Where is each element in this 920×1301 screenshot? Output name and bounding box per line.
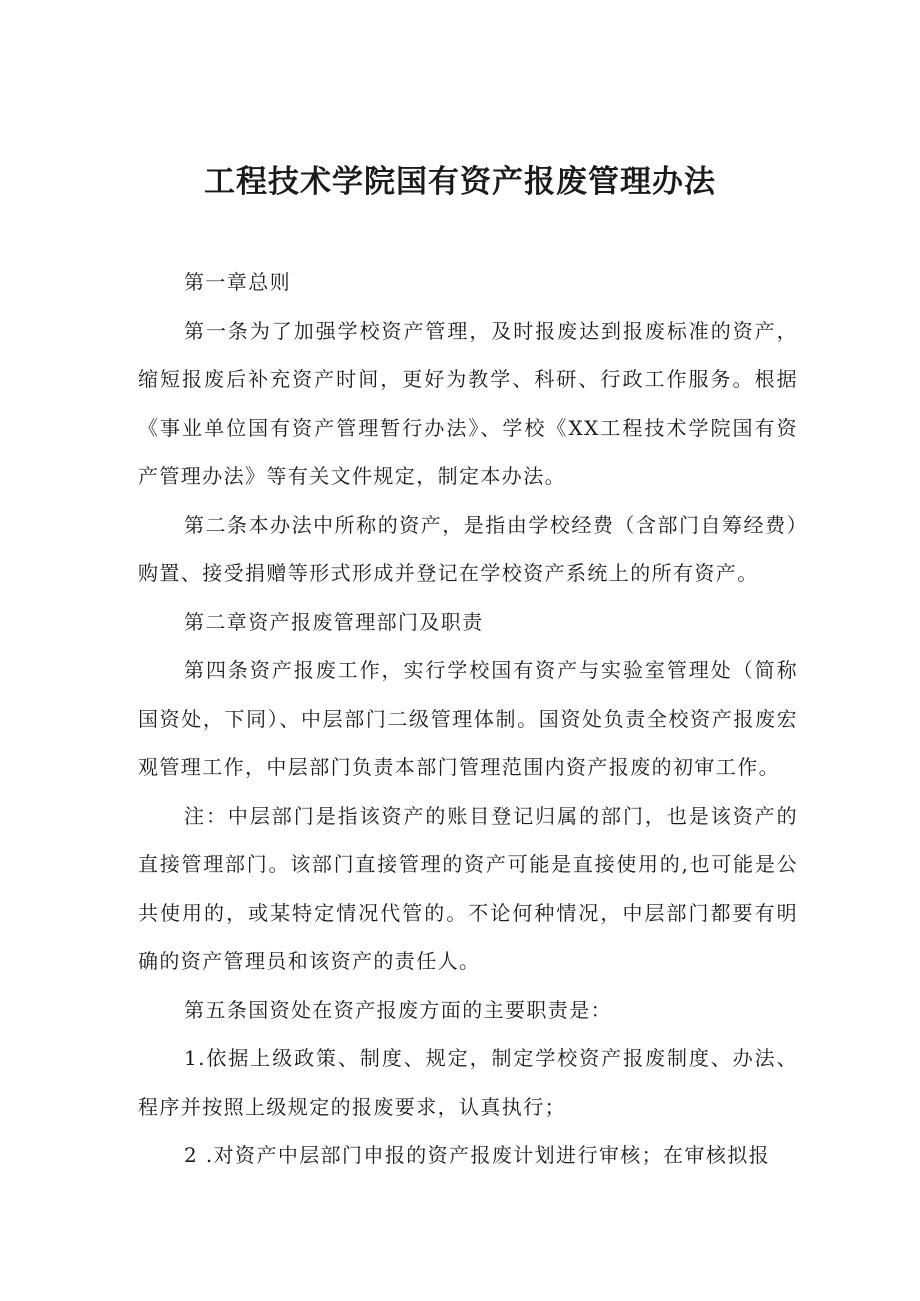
list-item: 1.依据上级政策、制度、规定，制定学校资产报废制度、办法、程序并按照上级规定的报废要求，认真执行；	[138, 1046, 798, 1119]
chapter-heading: 第一章总则	[184, 270, 291, 294]
chapter-heading: 第二章资产报废管理部门及职责	[184, 609, 484, 634]
article-paragraph: 第二条本办法中所称的资产，是指由学校经费（含部门自筹经费）购置、接受捐赠等形式形成并登记在学校资产系统上的所有资产。	[138, 512, 798, 585]
article-paragraph: 第五条国资处在资产报废方面的主要职责是：	[184, 997, 612, 1022]
article-paragraph: 第四条资产报废工作，实行学校国有资产与实验室管理处（简称国资处，下同）、中层部门二级管理体制。国资处负责全校资产报废宏观管理工作，中层部门负责本部门管理范围内资产报废的初审工作。	[138, 658, 798, 779]
list-item: 2 .对资产中层部门申报的资产报废计划进行审核；在审核拟报	[184, 1143, 771, 1167]
document-title: 工程技术学院国有资产报废管理办法	[204, 164, 716, 200]
note-paragraph: 注：中层部门是指该资产的账目登记归属的部门，也是该资产的直接管理部门。该部门直接管理的资产可能是直接使用的,也可能是公共使用的，或某特定情况代管的。不论何种情况，中层部门都要有明确的资产管理员和该资产的责任人。	[138, 803, 798, 973]
article-paragraph: 第一条为了加强学校资产管理，及时报废达到报废标准的资产，缩短报废后补充资产时间，更好为教学、科研、行政工作服务。根据《事业单位国有资产管理暂行办法》、学校《XX工程技术学院国有资产管理办法》等有关文件规定，制定本办法。	[138, 318, 798, 488]
document-body	[138, 258, 798, 1180]
